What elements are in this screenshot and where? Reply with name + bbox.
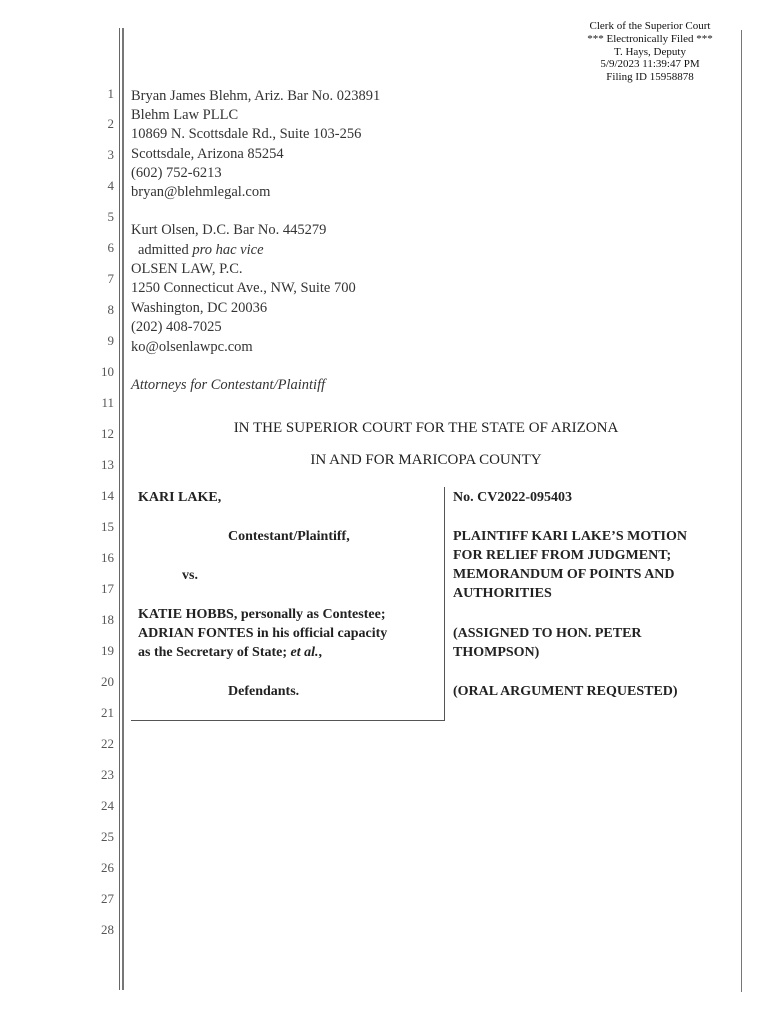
defendant-role: Defendants. bbox=[228, 684, 300, 699]
plaintiff-role: Contestant/Plaintiff, bbox=[228, 529, 350, 544]
line-number: 26 bbox=[101, 860, 114, 875]
attorney-phone: (602) 752-6213 bbox=[131, 165, 222, 181]
line-number: 12 bbox=[101, 426, 114, 441]
line-number: 2 bbox=[107, 116, 114, 131]
right-margin-rule bbox=[741, 30, 742, 992]
attorney-name: Bryan James Blehm, Ariz. Bar No. 023891 bbox=[131, 88, 381, 104]
line-number: 5 bbox=[107, 209, 114, 224]
line-number: 28 bbox=[101, 922, 114, 937]
line-number: 14 bbox=[101, 488, 114, 503]
line-number: 22 bbox=[101, 736, 114, 751]
filing-stamp bbox=[570, 20, 730, 84]
line-number: 19 bbox=[101, 643, 114, 658]
document-title-line: PLAINTIFF KARI LAKE’S MOTION bbox=[453, 529, 688, 544]
defendant-line: ADRIAN FONTES in his official capacity bbox=[138, 626, 388, 641]
line-number: 21 bbox=[101, 705, 114, 720]
stamp-line: T. Hays, Deputy bbox=[614, 45, 686, 58]
defendant-text: as the Secretary of State; bbox=[138, 645, 288, 660]
stamp-line: 5/9/2023 11:39:47 PM bbox=[600, 58, 700, 71]
oral-argument-request: (ORAL ARGUMENT REQUESTED) bbox=[453, 684, 678, 699]
et-al: et al. bbox=[290, 645, 319, 660]
line-number: 15 bbox=[101, 519, 114, 534]
line-number: 6 bbox=[107, 240, 114, 255]
line-number: 23 bbox=[101, 767, 114, 782]
document-title-line: AUTHORITIES bbox=[453, 586, 552, 601]
line-number: 20 bbox=[101, 674, 114, 689]
line-number: 18 bbox=[101, 612, 114, 627]
stamp-line: Clerk of the Superior Court bbox=[589, 20, 711, 32]
line-number: 9 bbox=[107, 333, 114, 348]
line-number: 16 bbox=[101, 550, 114, 565]
defendant-line bbox=[138, 645, 322, 661]
line-number: 11 bbox=[101, 395, 114, 410]
line-number: 13 bbox=[101, 457, 114, 472]
line-number: 27 bbox=[101, 891, 114, 906]
left-margin-rule bbox=[119, 28, 120, 990]
pro-hac-vice-label: pro hac vice bbox=[192, 242, 264, 258]
line-number: 8 bbox=[107, 302, 114, 317]
court-county: IN AND FOR MARICOPA COUNTY bbox=[310, 452, 542, 468]
plaintiff-name: KARI LAKE, bbox=[138, 490, 222, 505]
et-al-comma: , bbox=[318, 645, 323, 660]
attorneys-for: Attorneys for Contestant/Plaintiff bbox=[131, 377, 326, 393]
assigned-judge-line: (ASSIGNED TO HON. PETER bbox=[453, 626, 642, 641]
attorney-firm: OLSEN LAW, P.C. bbox=[131, 261, 243, 277]
attorney-city: Washington, DC 20036 bbox=[131, 300, 268, 316]
line-number: 4 bbox=[107, 178, 114, 193]
stamp-line: Filing ID 15958878 bbox=[606, 71, 694, 84]
assigned-judge-line: THOMPSON) bbox=[453, 645, 540, 660]
line-number: 24 bbox=[101, 798, 114, 813]
line-number: 1 bbox=[107, 86, 114, 101]
attorney-name: Kurt Olsen, D.C. Bar No. 445279 bbox=[131, 222, 327, 238]
attorney-city: Scottsdale, Arizona 85254 bbox=[131, 146, 284, 162]
admitted-label: admitted bbox=[138, 242, 189, 258]
attorney-email[interactable]: bryan@blehmlegal.com bbox=[131, 184, 271, 200]
defendant-line: KATIE HOBBS, personally as Contestee; bbox=[138, 607, 386, 622]
versus: vs. bbox=[182, 568, 198, 583]
line-number: 3 bbox=[107, 147, 114, 162]
line-number: 17 bbox=[101, 581, 114, 596]
document-title-line: MEMORANDUM OF POINTS AND bbox=[453, 567, 675, 582]
attorney-address: 1250 Connecticut Ave., NW, Suite 700 bbox=[131, 280, 356, 296]
attorney-phone: (202) 408-7025 bbox=[131, 319, 222, 335]
document-title-line: FOR RELIEF FROM JUDGMENT; bbox=[453, 548, 672, 563]
pro-hac-vice-note bbox=[138, 242, 264, 259]
line-number: 7 bbox=[107, 271, 114, 286]
line-number: 10 bbox=[101, 364, 114, 379]
attorney-email[interactable]: ko@olsenlawpc.com bbox=[131, 339, 253, 355]
left-margin-double-rule bbox=[122, 28, 124, 990]
line-number: 25 bbox=[101, 829, 114, 844]
attorney-address: 10869 N. Scottsdale Rd., Suite 103-256 bbox=[131, 126, 362, 142]
case-number: No. CV2022-095403 bbox=[453, 490, 572, 505]
court-name: IN THE SUPERIOR COURT FOR THE STATE OF ARIZONA bbox=[233, 420, 619, 436]
attorney-firm: Blehm Law PLLC bbox=[131, 107, 239, 123]
stamp-line: *** Electronically Filed *** bbox=[587, 32, 713, 45]
